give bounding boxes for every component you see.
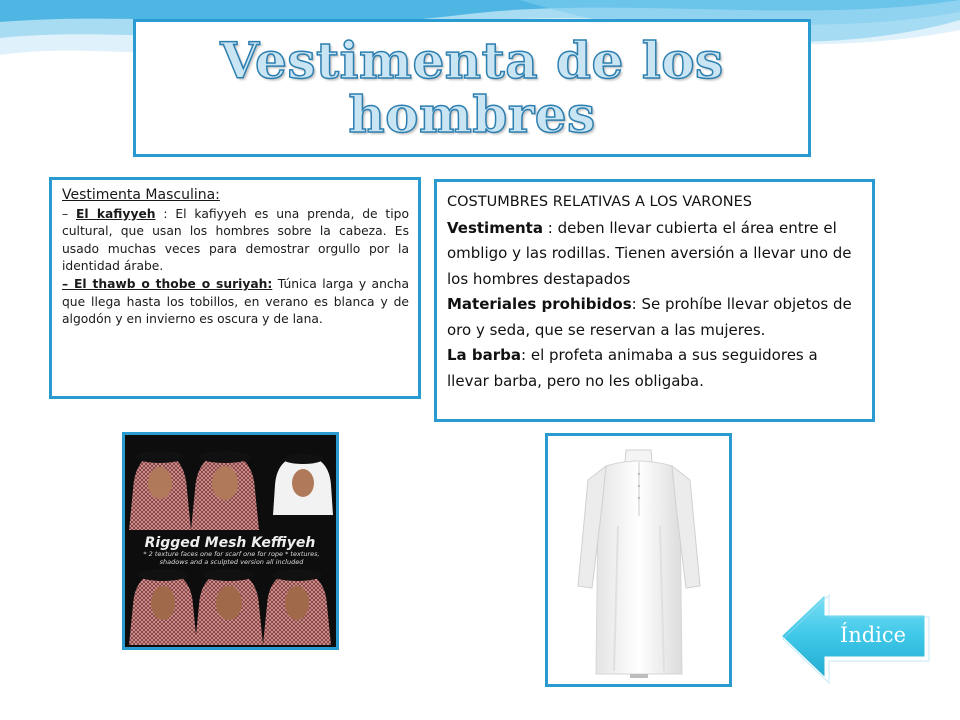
thawb-term: – El thawb o thobe o suriyah: [62,276,273,291]
keffiyeh-illustration [125,435,336,647]
thawb-paragraph [62,276,409,329]
customs-clothing-item [447,216,862,293]
men-clothing-heading: Vestimenta Masculina: [62,187,220,203]
slide-title-line-2: hombres [348,85,596,144]
beard-text: : el profeta animaba a sus seguidores a llevar barba, pero no les obligaba. [447,346,818,390]
top-row-heads [129,451,333,530]
male-customs-panel [434,179,875,422]
kafiyyeh-text: : El kafiyyeh es una prenda, de tipo cultural, que usan los hombres sobre la cabeza. Es usado muchas veces para demostrar orgullo por la identidad árabe. [62,206,409,274]
bottom-row-heads [129,569,331,645]
kafiyyeh-term: El kafiyyeh [76,206,156,221]
men-clothing-panel [49,177,421,399]
thobe-photo [545,433,732,687]
customs-materials-item [447,292,862,343]
thobe-illustration [548,436,729,684]
kafiyyeh-prefix: – [62,206,76,221]
materials-term: Materiales prohibidos [447,295,632,313]
indice-label[interactable]: Índice [839,623,907,647]
keffiyeh-subcaption: * 2 texture faces one for scarf one for rope * textures, shadows and a sculpted version all included [143,551,320,566]
title-box [133,19,811,157]
clothing-text: : deben llevar cubierta el área entre el ombligo y las rodillas. Tienen aversión a llevar uno de los hombres destapados [447,218,852,288]
thawb-text: Túnica larga y ancha que llega hasta los tobillos, en verano es blanca y de algodón y en invierno es oscura y de lana. [62,276,409,327]
keffiyeh-photo [122,432,339,650]
beard-term: La barba [447,346,522,364]
customs-beard-item [447,343,862,394]
male-customs-heading: COSTUMBRES RELATIVAS A LOS VARONES [447,194,752,210]
clothing-term: Vestimenta [447,218,543,237]
kafiyyeh-paragraph [62,206,409,276]
slide-title-line-1: Vestimenta de los [220,31,724,90]
materials-text: : Se prohíbe llevar objetos de oro y seda, que se reservan a las mujeres. [447,295,852,339]
keffiyeh-caption: Rigged Mesh Keffiyeh [144,535,316,551]
